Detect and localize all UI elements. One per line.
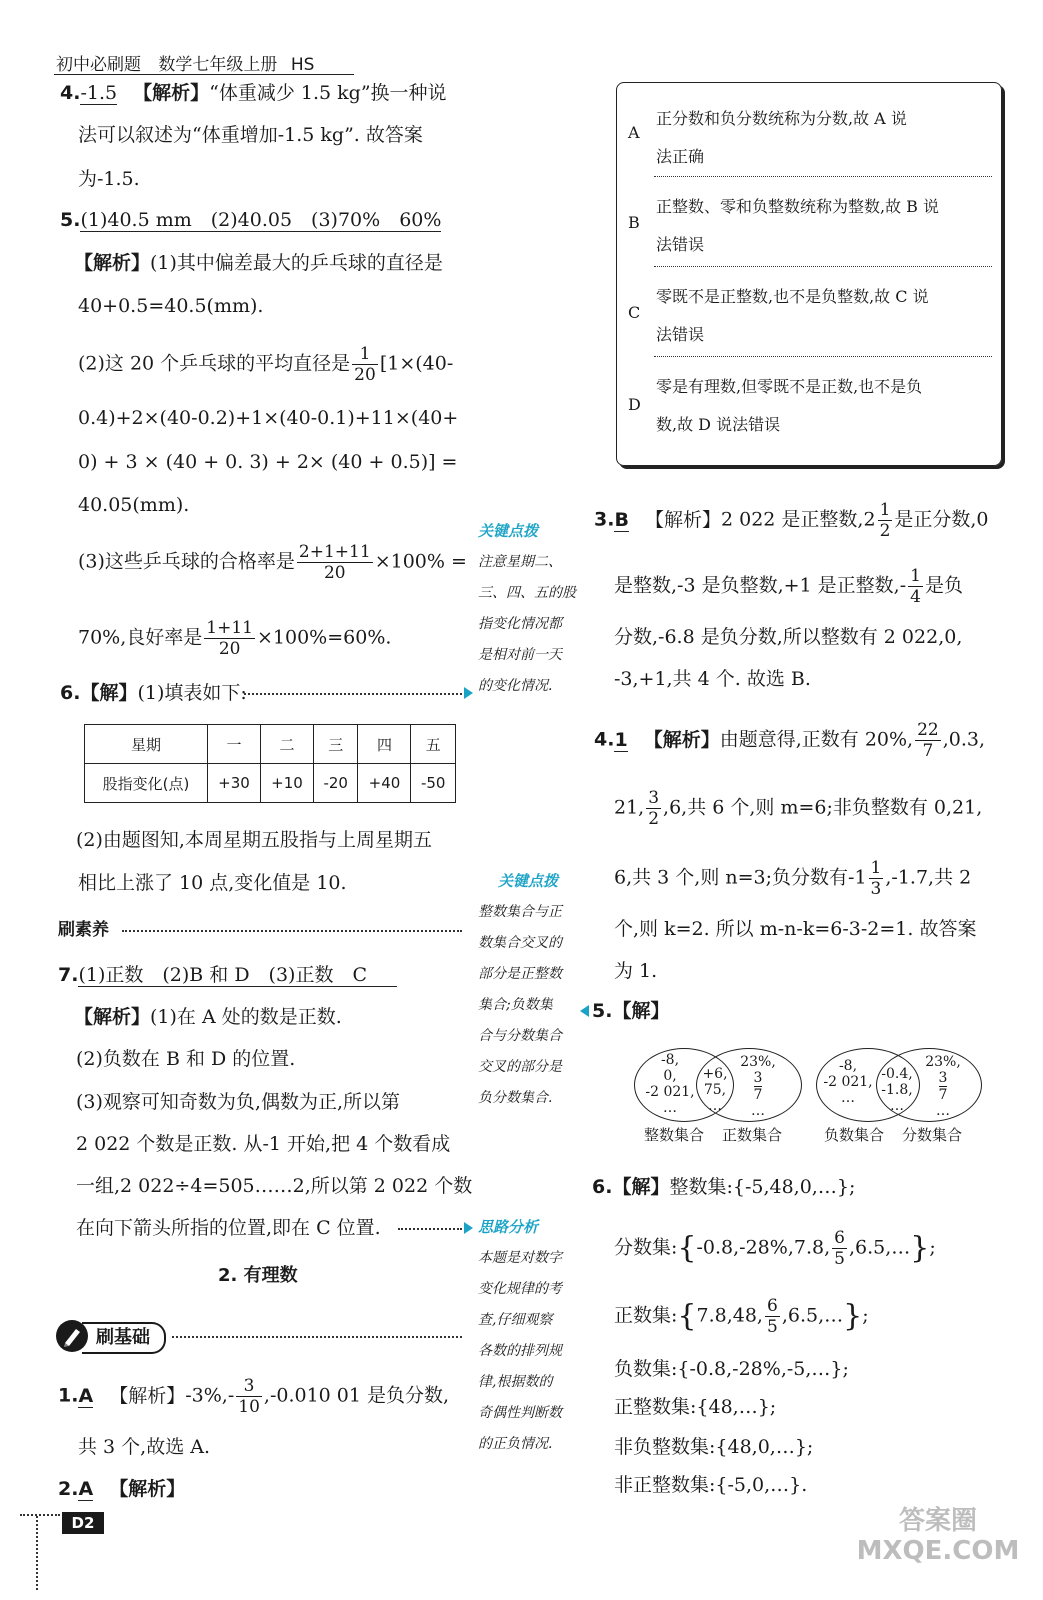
answer: (1)正数 (2)B 和 D (3)正数 C [78,964,397,987]
text-line: (2)负数在 B 和 D 的位置. [76,1048,296,1070]
arrow-icon [464,687,473,699]
table-row [85,764,456,803]
numerator: 6 [766,1296,778,1316]
book-name: 数学七年级上册 [158,55,278,75]
tag: 【解】 [612,1000,670,1022]
venn-item: 7 [938,1087,948,1103]
text: ,6.5,… [848,1236,911,1259]
text: ,-0.010 01 是负分数, [263,1384,450,1407]
venn-label: 负数集合 [824,1126,885,1144]
text-line: 一组,2 022÷4=505……2,所以第 2 022 个数 [76,1175,473,1197]
text-line [74,250,443,276]
text: 是整数,-3 是负整数,+1 是正整数,- [614,574,907,597]
venn-item: -2 021, [645,1084,695,1100]
text-line: 40+0.5=40.5(mm). [78,295,264,317]
text-line: 为 1. [614,960,658,982]
arrow-icon [580,1005,589,1017]
text-line: (2)由题图知,本周星期五股指与上周星期五 [76,829,432,851]
fraction [646,788,661,829]
denominator: 10 [238,1397,260,1417]
text: 分数集: [614,1236,678,1259]
tag: 【解析】 [74,252,151,274]
fraction [765,1296,780,1337]
text-line: 非正整数集:{-5,0,…}. [614,1474,808,1496]
venn-item: -2 021, [823,1074,873,1090]
option-text [656,278,929,354]
denominator: 20 [218,639,241,659]
q2-left [58,1476,185,1502]
table-row [85,725,456,764]
text-line: 正分数和负分数统称为分数,故 A 说 [656,109,907,128]
denominator: 20 [354,365,376,385]
q-number: 5. [60,209,81,231]
text: (3)这些乒乓球的合格率是 [78,550,295,573]
q-number: 5. [592,1000,613,1022]
text: 6,共 3 个,则 n=3;负分数有-1 [614,866,867,889]
numerator: 2+1+11 [298,542,371,562]
q-number: 2. [58,1478,79,1500]
venn-item: … [708,1098,722,1114]
denominator: 3 [870,879,882,899]
text-line: 40.05(mm). [78,494,190,516]
fraction [869,858,884,899]
note-line: 合与分数集合 [478,1028,562,1044]
text-line: 共 3 个,故选 A. [78,1436,211,1458]
venn-item: -1.8, [881,1082,913,1098]
answer: A [78,1478,94,1500]
text-line: 数,故 D 说法错误 [656,415,781,434]
q-number: 7. [58,964,79,986]
q3-right [594,500,989,541]
text: -0.8,-28%,7.8, [696,1236,831,1259]
q5-left [60,207,441,233]
table-cell: -50 [411,764,456,803]
note-line: 是相对前一天 [478,647,562,663]
note-line: 律,根据数的 [478,1374,553,1390]
venn-item: 0, [663,1068,677,1084]
footer-dots [20,1514,60,1516]
text-line: -3,+1,共 4 个. 故选 B. [614,668,811,690]
denominator: 7 [922,741,934,761]
text-line: 在向下箭头所指的位置,即在 C 位置. [76,1217,381,1239]
fraction [352,344,378,385]
text-line [614,858,971,899]
text: [1×(40- [379,352,454,375]
text-line [614,788,982,829]
text: 正数集: [614,1304,678,1327]
text: 21, [614,796,645,819]
text-line [78,542,467,583]
denominator: 2 [648,809,660,829]
option-label: D [628,395,641,414]
table-cell: +10 [260,764,313,803]
venn-label: 整数集合 [644,1126,705,1144]
text-line: 正数集:{7.8,48, $\frac{6}{5}$ ,6.5,…}; [614,1296,869,1337]
option-label: B [628,213,640,232]
table-cell: 星期 [85,725,208,764]
tag: 【解析】 [74,1006,151,1028]
q4-left [60,80,447,106]
venn-left-items [820,1058,876,1106]
note-line: 部分是正整数 [478,966,562,982]
q4-right [594,720,985,761]
table-cell: +40 [358,764,411,803]
venn-label: 分数集合 [902,1126,963,1144]
note-line: 查,仔细观察 [478,1312,553,1328]
series-name: 初中必刷题 [56,55,141,75]
text: ×100%=60%. [256,626,392,649]
text-line: 分数,-6.8 是负分数,所以整数有 2 022,0, [614,626,963,648]
subtitle: 2. 有理数 [218,1265,298,1286]
note-line: 各数的排列规 [478,1343,562,1359]
dotted-leader [244,693,462,695]
answer: A [78,1384,94,1407]
venn-item: … [936,1103,950,1119]
section-dots [122,930,462,932]
venn-item: … [751,1103,765,1119]
note-line: 整数集合与正 [478,904,562,920]
text-line: 法可以叙述为“体重增加-1.5 kg”. 故答案 [78,124,423,146]
text: ; [929,1236,936,1259]
text: ×100% = [374,550,467,573]
text: ,6.5,… [781,1304,844,1327]
option-text [656,100,907,176]
table-cell: -20 [313,764,358,803]
note-line: 交叉的部分是 [478,1059,562,1075]
note-line: 注意星期二、 [478,554,562,570]
q6-right [592,1174,855,1200]
option-label: A [628,123,640,142]
numerator: 1 [352,344,378,365]
venn-right-items [738,1054,778,1119]
table-cell: 一 [208,725,261,764]
note-tag: 关键点拨 [478,522,539,540]
fraction [915,720,941,761]
q5-right [592,998,669,1024]
text: ,6,共 6 个,则 m=6;非负整数有 0,21, [663,796,983,819]
fraction [832,1228,847,1269]
note-line: 的正负情况. [478,1436,553,1452]
text: 2 022 是正整数,2 [721,508,876,531]
numerator: 3 [648,788,660,808]
venn-mid-items [700,1066,730,1114]
fraction [908,566,923,607]
text-line: 法错误 [656,235,705,254]
venn-left-items [644,1052,696,1116]
text: ,-1.7,共 2 [885,866,972,889]
venn-mid-items [878,1066,916,1114]
table-cell: 股指变化(点) [85,764,208,803]
text-line: 0) + 3 × (40 + 0. 3) + 2× (40 + 0.5)] = [78,451,458,473]
note-tag: 思路分析 [478,1218,539,1236]
option-text [656,368,922,444]
note-line: 数集合交叉的 [478,935,562,951]
q-number: 6. [60,682,81,704]
side-note-1 [478,516,582,702]
text-line: “体重减少 1.5 kg”换一种说 [209,82,447,104]
q6-left [60,680,247,706]
venn-item: 23%, [740,1054,776,1070]
fraction [297,542,373,583]
tag: 【解】 [80,682,138,704]
side-note-2 [478,866,582,1114]
venn-item: … [663,1100,677,1116]
tag: 【解】 [612,1176,670,1198]
text-line [614,566,963,607]
text-line: (3)观察可知奇数为负,偶数为正,所以第 [76,1091,400,1113]
text-line: 零是有理数,但零既不是正数,也不是负 [656,377,923,396]
venn-item: 23%, [925,1054,961,1070]
table-cell: 四 [358,725,411,764]
text-line: 零既不是正整数,也不是负整数,故 C 说 [656,287,929,306]
numerator: 22 [917,720,939,740]
note-line: 指变化情况都 [478,616,562,632]
text-line [74,1004,342,1030]
tag: 【解析】 [644,508,721,531]
text-line: 负数集:{-0.8,-28%,-5,…}; [614,1358,849,1380]
text-line: 个,则 k=2. 所以 m-n-k=6-3-2=1. 故答案 [614,918,977,940]
tag: 【解析】 [109,1478,186,1500]
text-line: 0.4)+2×(40-0.2)+1×(40-0.1)+11×(40+ [78,407,459,429]
venn-item: 3 [753,1070,763,1086]
q1-left [58,1376,449,1417]
text: ; [862,1304,869,1327]
text-line: 相比上涨了 10 点,变化值是 10. [78,872,347,894]
arrow-icon [464,1222,473,1234]
q-number: 3. [594,508,615,531]
q-number: 6. [592,1176,613,1198]
numerator: 3 [236,1376,262,1397]
fraction [236,1376,262,1417]
venn-item: … [841,1090,855,1106]
text: ,0.3, [942,728,986,751]
note-tag: 关键点拨 [498,872,559,890]
denominator: 4 [910,587,921,607]
text: (1)填表如下: [137,682,247,704]
note-line: 的变化情况. [478,678,553,694]
note-line: 负分数集合. [478,1090,553,1106]
text-line: 2 022 个数是正数. 从-1 开始,把 4 个数看成 [76,1133,451,1155]
text: 是负 [924,574,963,597]
venn-item: … [890,1098,904,1114]
answer: (1)40.5 mm (2)40.05 (3)70% 60% [80,209,442,231]
text-line: 分数集:{-0.8,-28%,7.8, $\frac{6}{5}$ ,6.5,…}; [614,1228,936,1269]
note-line: 本题是对数字 [478,1250,562,1266]
answer: -1.5 [80,82,118,104]
venn-right-items [922,1054,964,1119]
denominator: 5 [834,1249,845,1269]
numerator: 1 [879,500,891,520]
text: 是正分数,0 [894,508,989,531]
venn-item: 3 [938,1070,948,1086]
venn-label: 正数集合 [722,1126,783,1144]
side-note-3 [478,1212,582,1460]
numerator: 1 [870,858,882,878]
q-number: 4. [594,728,615,751]
fraction [204,618,255,659]
venn-item: -8, [660,1052,680,1068]
venn-item: +6, [702,1066,728,1082]
text: -3%,- [185,1384,235,1407]
footer-dots-v [36,1516,40,1590]
box-divider [654,176,992,177]
page-number: D2 [62,1512,104,1534]
text-line: 正整数、零和负整数统称为整数,故 B 说 [656,197,940,216]
numerator: 6 [834,1228,845,1248]
text: 整数集:{-5,48,0,…}; [669,1176,856,1198]
text-line: 正整数集:{48,…}; [614,1396,777,1418]
tag: 【解析】 [133,82,210,104]
option-label: C [628,303,641,322]
note-line: 三、四、五的股 [478,585,576,601]
text-line: 法正确 [656,147,705,166]
tag: 【解析】 [643,728,720,751]
q7-left [58,962,397,988]
text: (2)这 20 个乒乓球的平均直径是 [78,352,351,375]
answer: B [614,508,629,531]
venn-item: 7 [753,1087,763,1103]
text: 由题意得,正数有 20%, [719,728,914,751]
venn-item: 75, [703,1082,727,1098]
box-divider [654,266,992,267]
watermark-logo: 答案圈 MXQE.COM [856,1506,1020,1566]
text: (1)在 A 处的数是正数. [150,1006,342,1028]
text: (1)其中偏差最大的乒乓球的直径是 [150,252,443,274]
fraction [878,500,893,541]
answer: 1 [614,728,628,751]
text-line: 法错误 [656,325,705,344]
section-title: 刷素养 [58,920,109,940]
q-number: 4. [60,82,81,104]
table-cell: 三 [313,725,358,764]
text-line: 为-1.5. [78,168,140,190]
edition: HS [290,55,315,75]
box-divider [654,356,992,357]
numerator: 1+11 [206,618,253,638]
text-line: 非负整数集:{48,0,…}; [614,1436,814,1458]
numerator: 1 [910,566,921,586]
stock-table [84,724,456,803]
note-line: 奇偶性判断数 [478,1405,562,1421]
table-cell: +30 [208,764,261,803]
text: 7.8,48, [696,1304,763,1327]
table-cell: 五 [411,725,456,764]
note-line: 变化规律的考 [478,1281,562,1297]
header-rule [54,74,354,75]
denominator: 5 [766,1317,778,1337]
q-number: 1. [58,1384,79,1407]
text-line [78,344,453,385]
dotted-leader [398,1228,462,1230]
text: 70%,良好率是 [78,626,203,649]
text-line [78,618,391,659]
option-text [656,188,939,264]
venn-item: -0.4, [881,1066,913,1082]
denominator: 20 [323,563,346,583]
denominator: 2 [879,521,891,541]
banner-title: 刷基础 [82,1322,166,1354]
venn-item: -8, [838,1058,858,1074]
banner-dots [172,1336,462,1338]
tag: 【解析】 [109,1384,186,1407]
table-cell: 二 [260,725,313,764]
note-line: 集合;负数集 [478,997,553,1013]
